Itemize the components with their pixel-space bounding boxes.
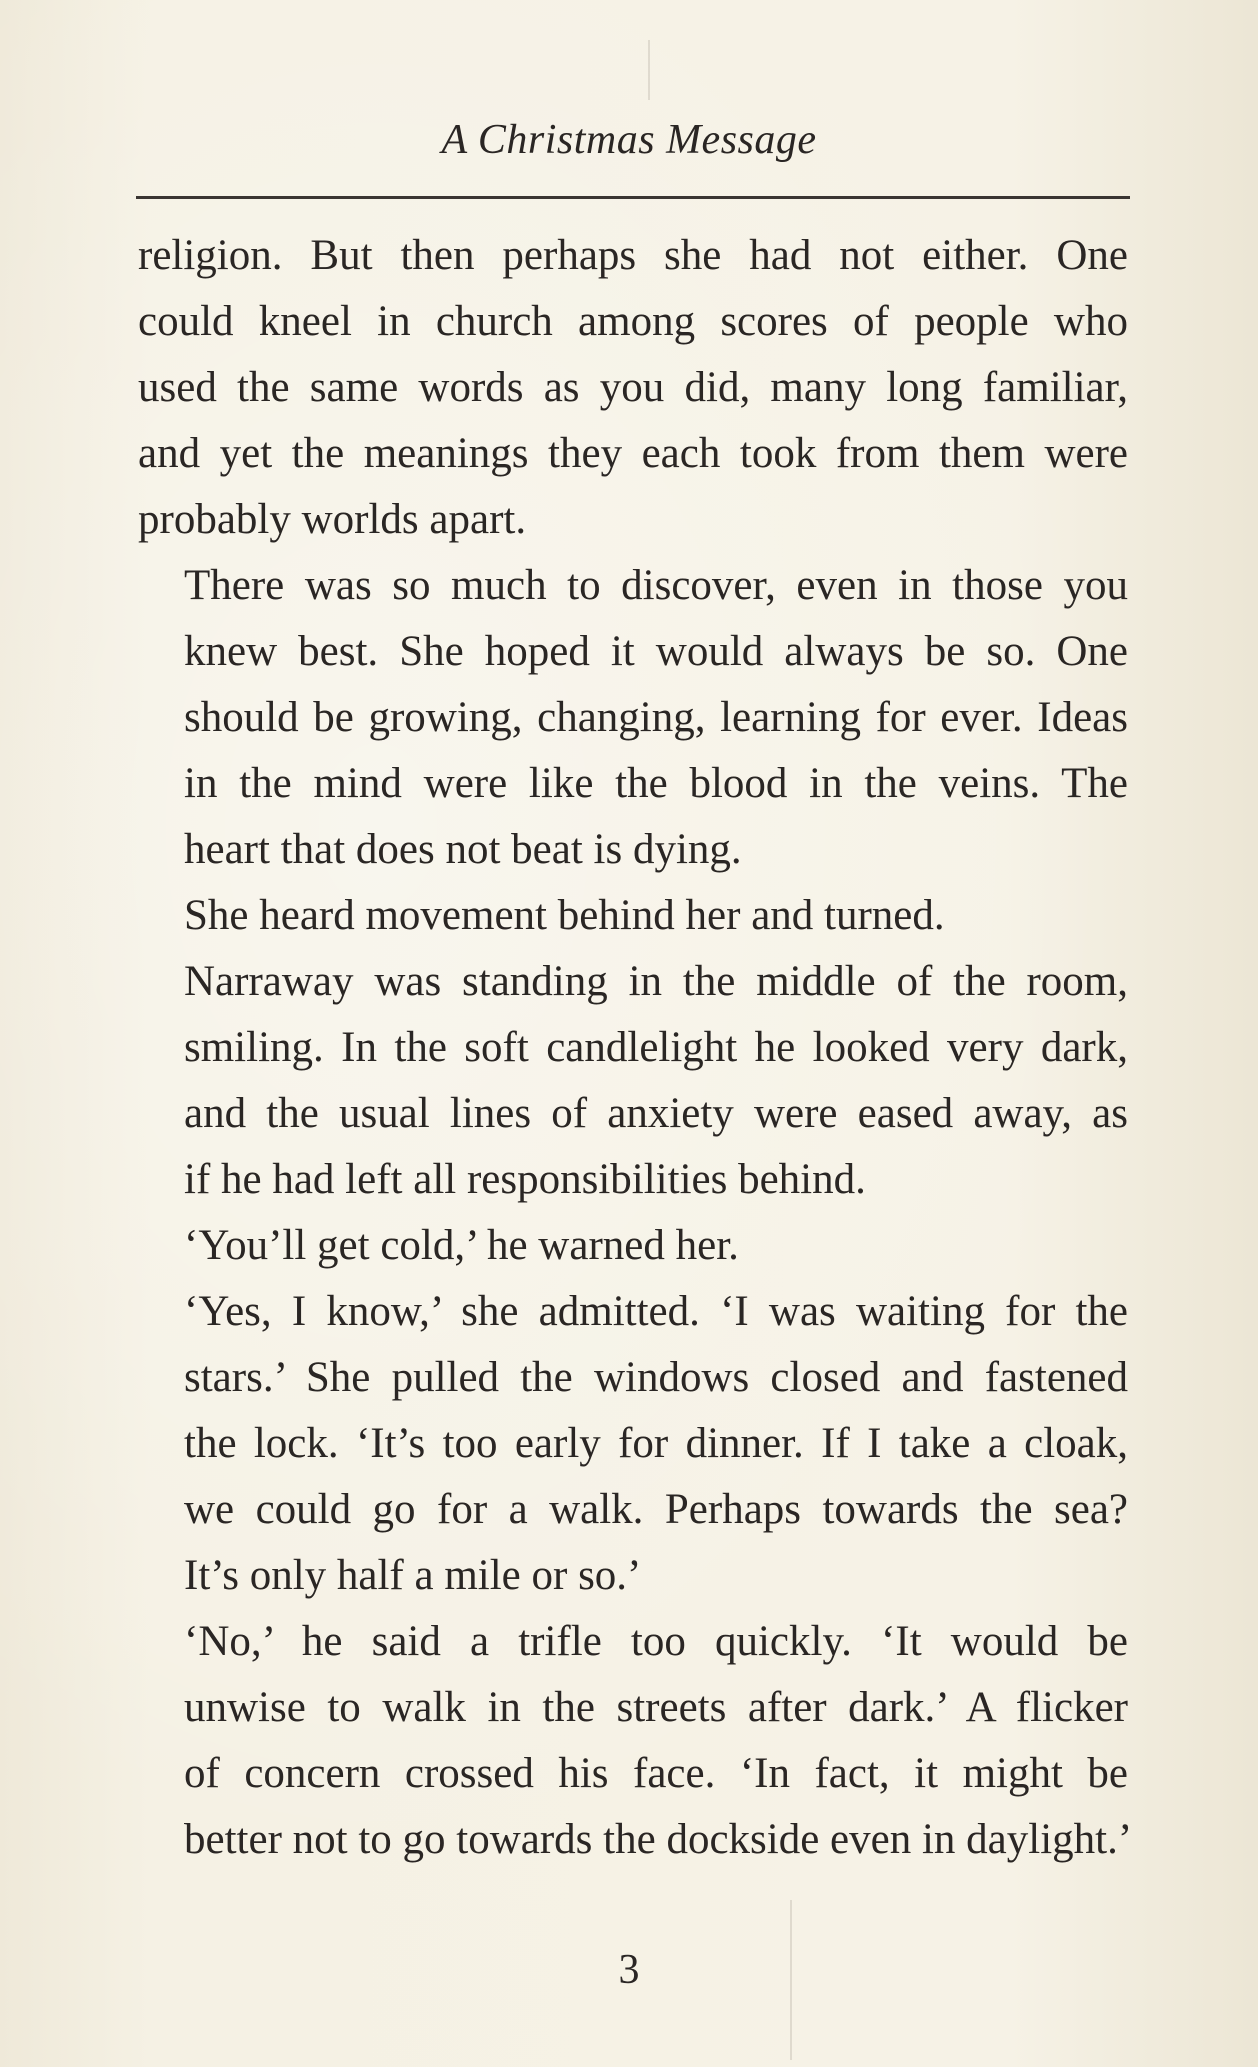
paragraph: [138, 1609, 1133, 1873]
text-line: stars.’ She pulled the windows closed and fastened: [184, 1354, 1128, 1401]
text-line: smiling. In the soft candlelight he looked very dark,: [184, 1024, 1128, 1071]
text-line: She heard movement behind her and turned.: [184, 892, 945, 939]
header-rule: [136, 196, 1130, 199]
text-line: It’s only half a mile or so.’: [184, 1552, 642, 1599]
page-number: 3: [618, 1947, 640, 1993]
text-line: could kneel in church among scores of people who: [138, 298, 1128, 345]
running-head: A Christmas Message: [441, 117, 817, 163]
paragraph: [138, 1279, 1128, 1609]
text-line: ‘Yes, I know,’ she admitted. ‘I was waiting for the: [184, 1288, 1128, 1335]
text-line: heart that does not beat is dying.: [184, 826, 742, 873]
text-line: if he had left all responsibilities behind.: [184, 1156, 866, 1203]
text-line: unwise to walk in the streets after dark.’ A flicker: [184, 1684, 1128, 1731]
text-line: ‘No,’ he said a trifle too quickly. ‘It would be: [184, 1618, 1128, 1665]
page-crease: [648, 40, 650, 100]
text-line: should be growing, changing, learning for ever. Ideas: [184, 694, 1128, 741]
text-line: Narraway was standing in the middle of the room,: [184, 958, 1128, 1005]
text-line: ‘You’ll get cold,’ he warned her.: [184, 1222, 739, 1269]
text-line: we could go for a walk. Perhaps towards the sea?: [184, 1486, 1128, 1533]
text-line: better not to go towards the dockside even in daylight.’: [184, 1816, 1133, 1863]
paragraph: [138, 1213, 1128, 1279]
text-line: and the usual lines of anxiety were eased away, as: [184, 1090, 1128, 1137]
text-line: religion. But then perhaps she had not either. One: [138, 232, 1128, 279]
paragraph: [138, 883, 1128, 949]
text-line: used the same words as you did, many long familiar,: [138, 364, 1128, 411]
text-line: the lock. ‘It’s too early for dinner. If I take a cloak,: [184, 1420, 1128, 1467]
text-line: in the mind were like the blood in the veins. The: [184, 760, 1128, 807]
text-line: and yet the meanings they each took from them were: [138, 430, 1128, 477]
text-line: probably worlds apart.: [138, 496, 527, 543]
paragraph: [138, 223, 1128, 553]
text-line: There was so much to discover, even in those you: [184, 562, 1128, 609]
body-text: [138, 223, 1133, 1873]
paragraph: [138, 553, 1128, 883]
paragraph: [138, 949, 1128, 1213]
text-line: of concern crossed his face. ‘In fact, it might be: [184, 1750, 1128, 1797]
text-line: knew best. She hoped it would always be so. One: [184, 628, 1128, 675]
